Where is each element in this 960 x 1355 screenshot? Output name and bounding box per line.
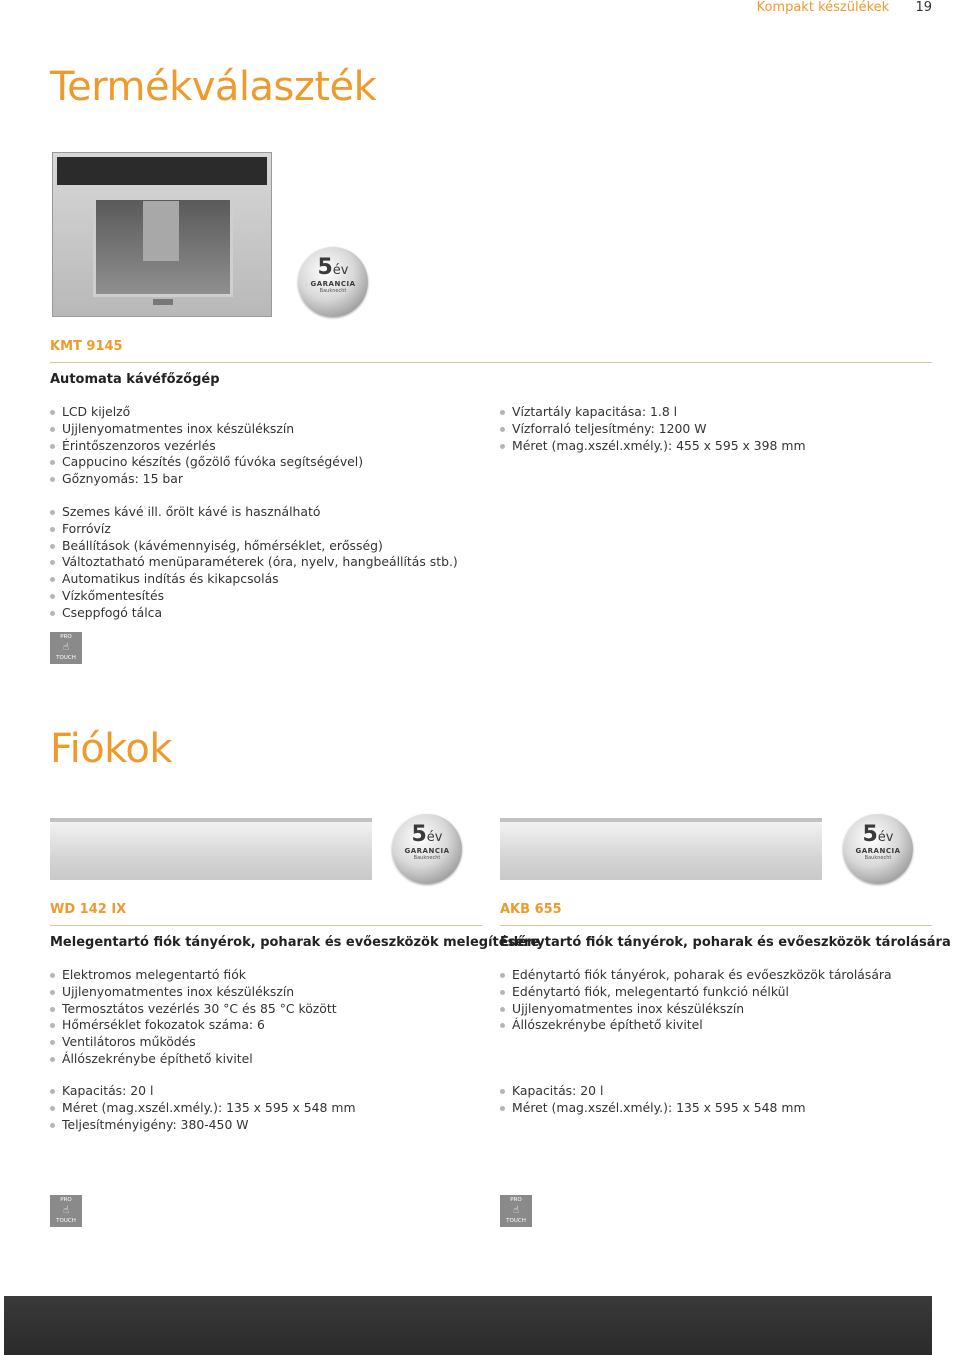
model-wd-142-ix: WD 142 IX	[50, 902, 127, 917]
list-item: Edénytartó fiók, melegentartó funkció nélkül	[500, 984, 892, 1001]
list-item: Cseppfogó tálca	[50, 605, 458, 622]
list-item: Érintőszenzoros vezérlés	[50, 438, 363, 455]
divider	[500, 925, 932, 926]
list-item: Méret (mag.xszél.xmély.): 135 x 595 x 548 mm	[500, 1100, 806, 1117]
list-item: Teljesítményigény: 380-450 W	[50, 1117, 356, 1134]
section-title-products: Termékválaszték	[50, 64, 377, 110]
list-item: Cappucino készítés (gőzölő fúvóka segítségével)	[50, 454, 363, 471]
pro-touch-badge: PRO ☝ TOUCH	[500, 1195, 532, 1227]
coffee-subtitle: Automata kávéfőzőgép	[50, 372, 220, 387]
list-item: Edénytartó fiók tányérok, poharak és evőeszközök tárolására	[500, 967, 892, 984]
list-item: Méret (mag.xszél.xmély.): 455 x 595 x 398 mm	[500, 438, 806, 455]
coffee-features-more	[50, 504, 458, 622]
list-item: Termosztátos vezérlés 30 °C és 85 °C között	[50, 1001, 337, 1018]
list-item: Ventilátoros működés	[50, 1034, 337, 1051]
pro-touch-badge: PRO ☝ TOUCH	[50, 1195, 82, 1227]
list-item: Elektromos melegentartó fiók	[50, 967, 337, 984]
touch-hand-icon: ☝	[62, 642, 70, 653]
akb-subtitle: Edénytartó fiók tányérok, poharak és evőeszközök tárolására	[500, 935, 951, 950]
wd-subtitle: Melegentartó fiók tányérok, poharak és evőeszközök melegítésére	[50, 935, 540, 950]
drawer-image-akb	[500, 818, 822, 880]
touch-hand-icon: ☝	[512, 1205, 520, 1216]
touch-hand-icon: ☝	[62, 1205, 70, 1216]
model-akb-655: AKB 655	[500, 902, 562, 917]
list-item: Méret (mag.xszél.xmély.): 135 x 595 x 548 mm	[50, 1100, 356, 1117]
list-item: Kapacitás: 20 l	[50, 1083, 356, 1100]
list-item: Beállítások (kávémennyiség, hőmérséklet, erősség)	[50, 538, 458, 555]
coffee-machine-image	[52, 152, 272, 317]
list-item: Állószekrénybe építhető kivitel	[50, 1051, 337, 1068]
coffee-features-right	[500, 404, 806, 454]
list-item: Víztartály kapacitása: 1.8 l	[500, 404, 806, 421]
warranty-seal-coffee: 5év GARANCIA Bauknecht	[298, 247, 368, 317]
warranty-seal-akb: 5év GARANCIA Bauknecht	[843, 814, 913, 884]
list-item: Ujjlenyomatmentes inox készülékszín	[50, 984, 337, 1001]
list-item: LCD kijelző	[50, 404, 363, 421]
list-item: Szemes kávé ill. őrölt kávé is használható	[50, 504, 458, 521]
list-item: Automatikus indítás és kikapcsolás	[50, 571, 458, 588]
akb-specs	[500, 1083, 806, 1117]
wd-features	[50, 967, 337, 1068]
list-item: Hőmérséklet fokozatok száma: 6	[50, 1017, 337, 1034]
footer-band	[4, 1296, 932, 1355]
page-number: 19	[915, 0, 932, 15]
list-item: Vízforraló teljesítmény: 1200 W	[500, 421, 806, 438]
akb-features	[500, 967, 892, 1034]
model-kmt-9145: KMT 9145	[50, 339, 123, 354]
list-item: Ujjlenyomatmentes inox készülékszín	[500, 1001, 892, 1018]
coffee-features-left	[50, 404, 363, 488]
wd-specs	[50, 1083, 356, 1133]
divider	[50, 362, 932, 363]
list-item: Állószekrénybe építhető kivitel	[500, 1017, 892, 1034]
drawer-image-wd	[50, 818, 372, 880]
section-name: Kompakt készülékek	[756, 0, 890, 15]
warranty-seal-wd: 5év GARANCIA Bauknecht	[392, 814, 462, 884]
divider	[50, 925, 482, 926]
list-item: Kapacitás: 20 l	[500, 1083, 806, 1100]
list-item: Forróvíz	[50, 521, 458, 538]
list-item: Vízkőmentesítés	[50, 588, 458, 605]
list-item: Gőznyomás: 15 bar	[50, 471, 363, 488]
list-item: Változtatható menüparaméterek (óra, nyelv, hangbeállítás stb.)	[50, 554, 458, 571]
section-title-drawers: Fiókok	[50, 726, 173, 772]
list-item: Ujjlenyomatmentes inox készülékszín	[50, 421, 363, 438]
pro-touch-badge: PRO ☝ TOUCH	[50, 632, 82, 664]
page-header	[757, 0, 932, 15]
